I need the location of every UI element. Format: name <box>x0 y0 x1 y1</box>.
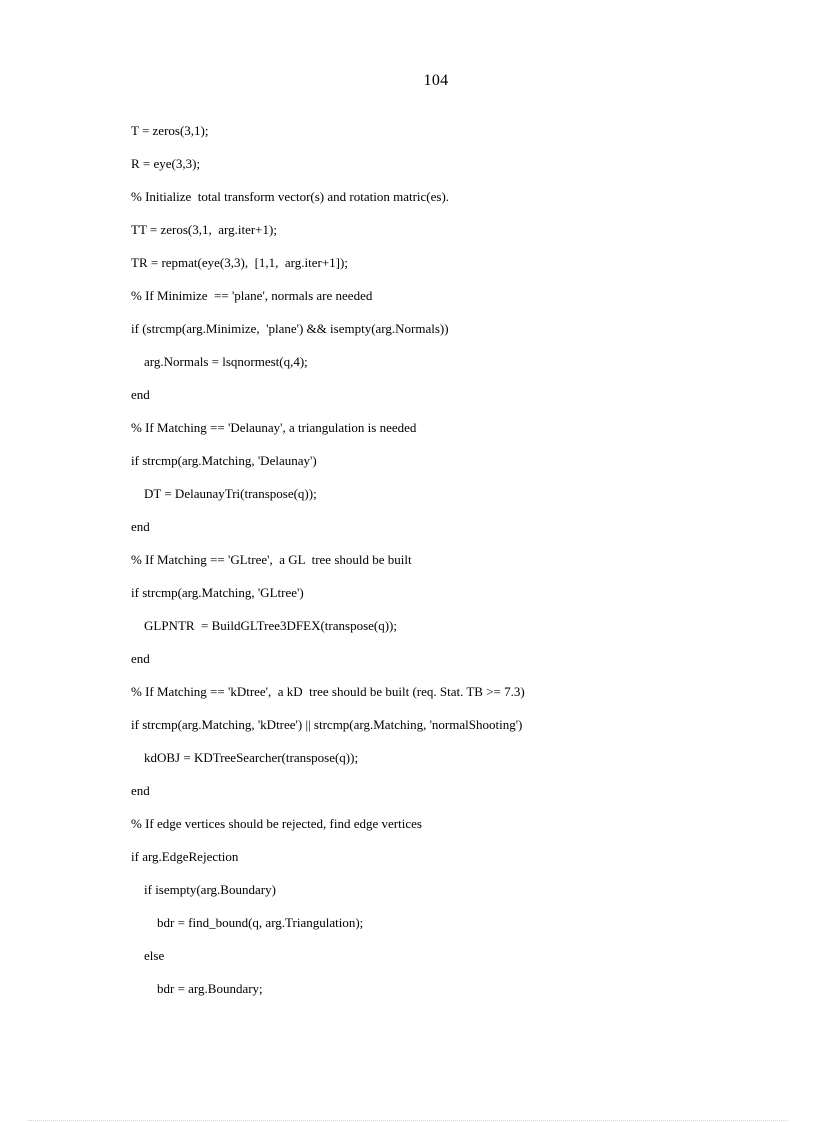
code-listing <box>131 122 771 1013</box>
code-line: end <box>131 783 150 798</box>
code-comment: % If Matching == 'Delaunay', a triangulation is needed <box>131 420 417 435</box>
code-line: if strcmp(arg.Matching, 'kDtree') || strcmp(arg.Matching, 'normalShooting') <box>131 717 523 732</box>
code-line: TR = repmat(eye(3,3), [1,1, arg.iter+1]); <box>131 255 348 270</box>
code-line: if isempty(arg.Boundary) <box>131 882 276 897</box>
code-comment: % Initialize total transform vector(s) and rotation matric(es). <box>131 189 450 204</box>
code-line: if strcmp(arg.Matching, 'GLtree') <box>131 585 304 600</box>
code-line: end <box>131 519 150 534</box>
code-comment: % If Matching == 'kDtree', a kD tree should be built (req. Stat. TB >= 7.3) <box>131 684 525 699</box>
page-number: 104 <box>423 72 449 89</box>
code-line: GLPNTR = BuildGLTree3DFEX(transpose(q)); <box>131 618 397 633</box>
code-line: kdOBJ = KDTreeSearcher(transpose(q)); <box>131 750 359 765</box>
code-line: bdr = arg.Boundary; <box>131 981 263 996</box>
code-line: R = eye(3,3); <box>131 156 201 171</box>
code-comment: % If Matching == 'GLtree', a GL tree should be built <box>131 552 412 567</box>
code-comment: % If Minimize == 'plane', normals are needed <box>131 288 373 303</box>
code-line: end <box>131 651 150 666</box>
code-line: arg.Normals = lsqnormest(q,4); <box>131 354 308 369</box>
code-line: bdr = find_bound(q, arg.Triangulation); <box>131 915 364 930</box>
code-line: if strcmp(arg.Matching, 'Delaunay') <box>131 453 317 468</box>
code-comment: % If edge vertices should be rejected, find edge vertices <box>131 816 422 831</box>
code-line: TT = zeros(3,1, arg.iter+1); <box>131 222 277 237</box>
code-line: DT = DelaunayTri(transpose(q)); <box>131 486 317 501</box>
code-line: end <box>131 387 150 402</box>
code-line: if (strcmp(arg.Minimize, 'plane') && isempty(arg.Normals)) <box>131 321 449 336</box>
code-line: T = zeros(3,1); <box>131 123 209 138</box>
code-line: if arg.EdgeRejection <box>131 849 239 864</box>
code-line: else <box>131 948 165 963</box>
page-bottom-divider <box>28 1120 788 1121</box>
